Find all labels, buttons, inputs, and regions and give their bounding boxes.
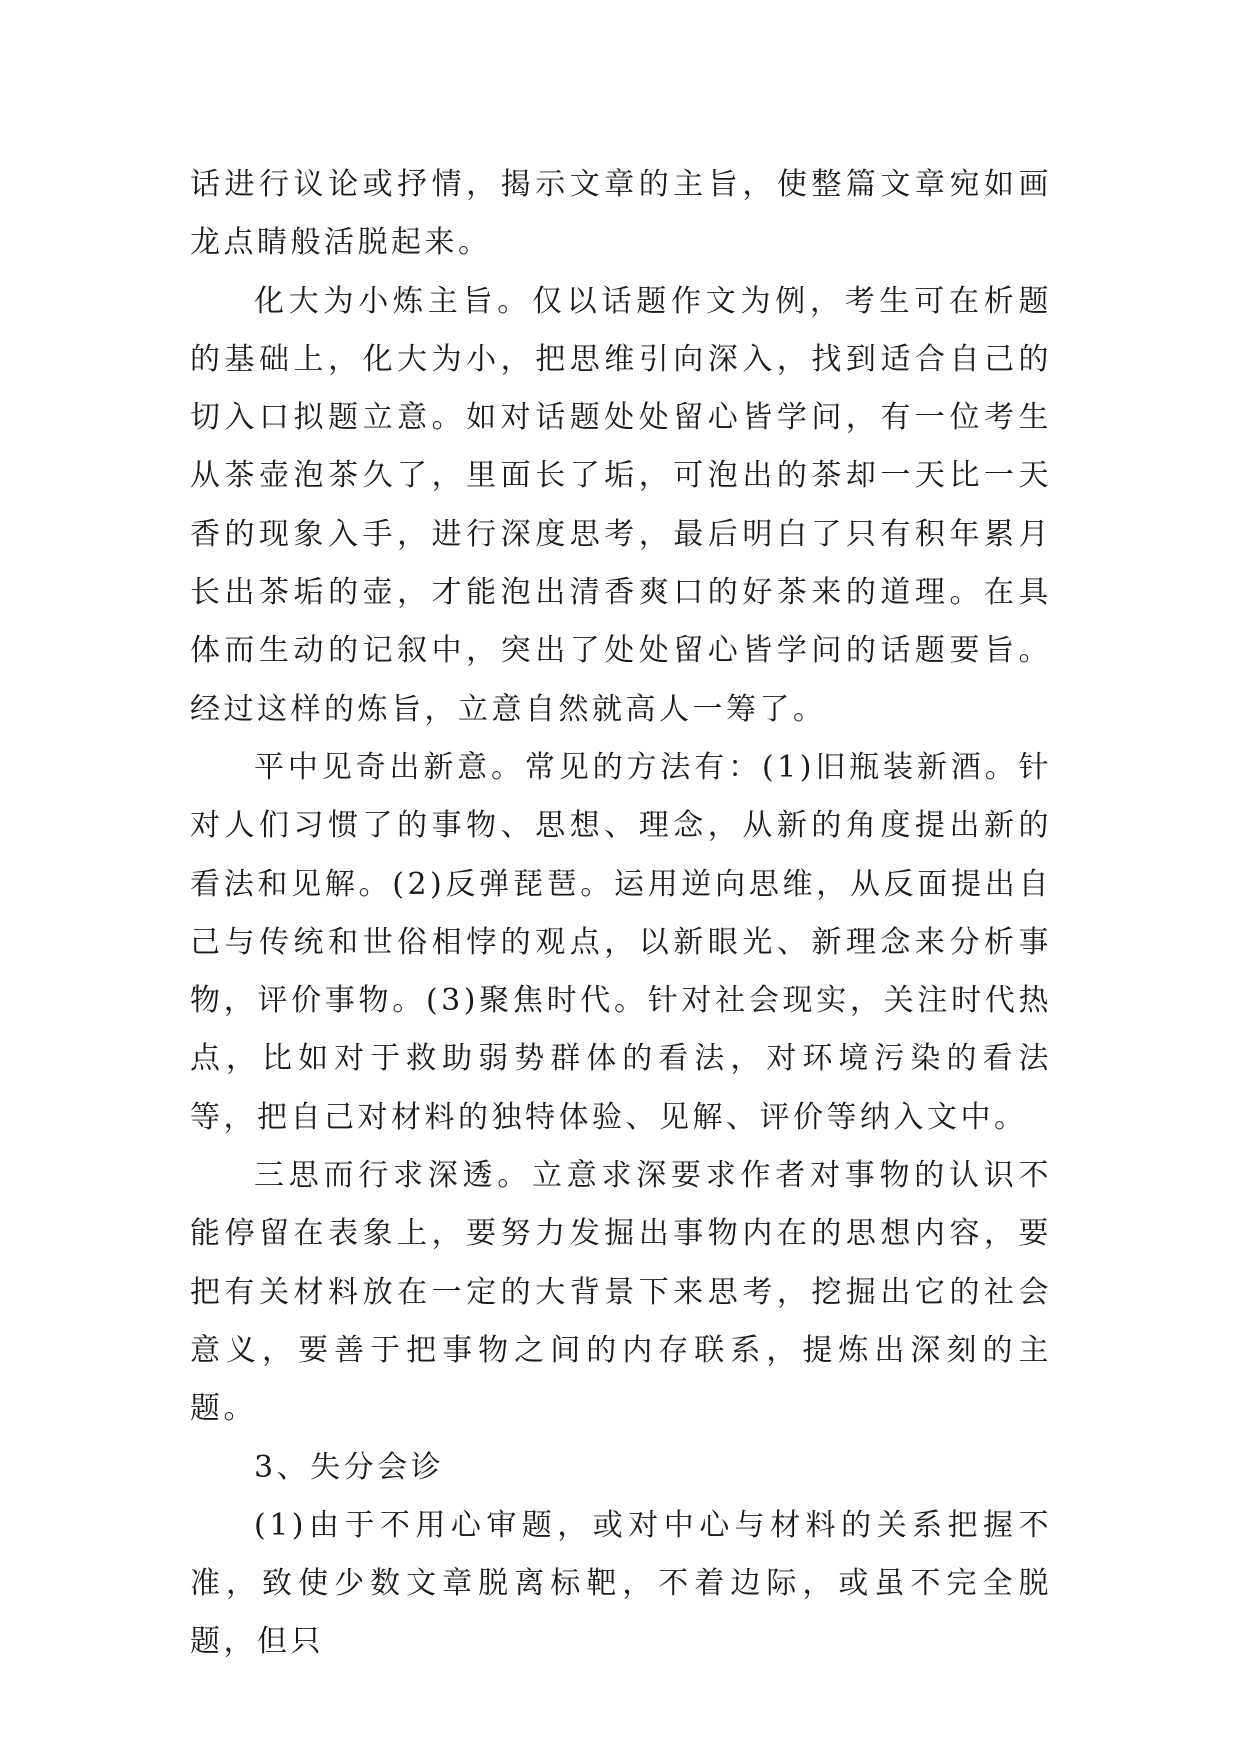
paragraph-3: 平中见奇出新意。常见的方法有：(1)旧瓶装新酒。针对人们习惯了的事物、思想、理念，从新的角度提出新的看法和见解。(2)反弹琵琶。运用逆向思维，从反面提出自己与传统和世俗相悖的观点，以新眼光、新理念来分析事物，评价事物。(3)聚焦时代。针对社会现实，关注时代热点，比如对于救助弱势群体的看法，对环境污染的看法等，把自己对材料的独特体验、见解、评价等纳入文中。 xyxy=(190,749,1052,1135)
paragraph-5: (1)由于不用心审题，或对中心与材料的关系把握不准，致使少数文章脱离标靶，不着边际，或虽不完全脱题，但只 xyxy=(190,1507,1052,1660)
section-heading: 3、失分会诊 xyxy=(254,1449,445,1485)
paragraph-2: 化大为小炼主旨。仅以话题作文为例，考生可在析题的基础上，化大为小，把思维引向深入，找到适合自己的切入口拟题立意。如对话题处处留心皆学问，有一位考生从茶壶泡茶久了，里面长了垢，可泡出的茶却一天比一天香的现象入手，进行深度思考，最后明白了只有积年累月长出茶垢的壶，才能泡出清香爽口的好茶来的道理。在具体而生动的记叙中，突出了处处留心皆学问的话题要旨。经过这样的炼旨，立意自然就高人一筹了。 xyxy=(190,283,1052,727)
paragraph-4: 三思而行求深透。立意求深要求作者对事物的认识不能停留在表象上，要努力发掘出事物内在的思想内容，要把有关材料放在一定的大背景下来思考，挖掘出它的社会意义，要善于把事物之间的内存联系，提炼出深刻的主题。 xyxy=(190,1158,1052,1427)
paragraph-1: 话进行议论或抒情，揭示文章的主旨，使整篇文章宛如画龙点睛般活脱起来。 xyxy=(190,167,1052,261)
document-body xyxy=(190,156,1052,1672)
